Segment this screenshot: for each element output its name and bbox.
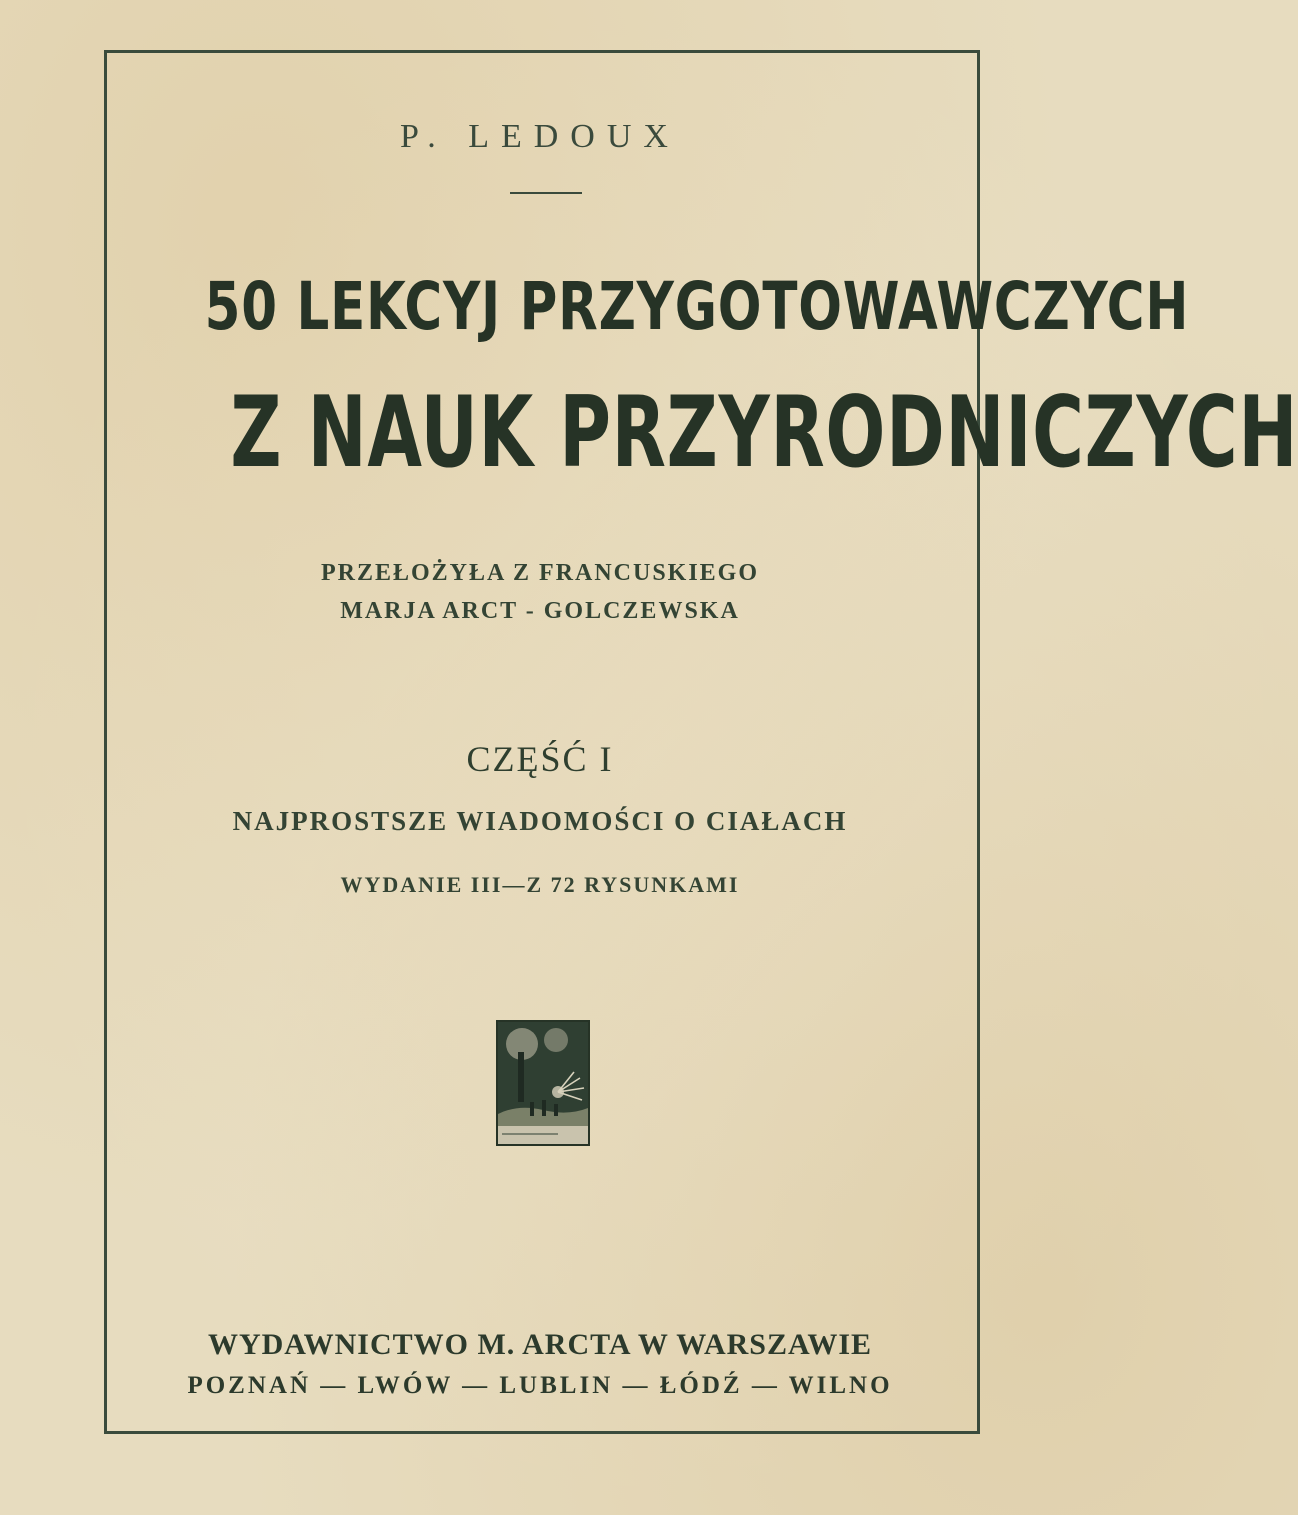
publisher-cities: POZNAŃ — LWÓW — LUBLIN — ŁÓDŹ — WILNO — [187, 1372, 893, 1399]
title-line-1: 50 LEKCYJ PRZYGOTOWAWCZYCH — [204, 268, 1190, 345]
emblem-illustration — [498, 1022, 588, 1144]
title-line-2: Z NAUK PRZYRODNICZYCH — [230, 376, 1298, 490]
edition-info: WYDANIE III—Z 72 RYSUNKAMI — [340, 872, 740, 897]
part-label: CZĘŚĆ I — [466, 739, 614, 779]
translator-line-1: PRZEŁOŻYŁA Z FRANCUSKIEGO — [320, 560, 760, 586]
translator-line-2: MARJA ARCT - GOLCZEWSKA — [340, 598, 740, 624]
publisher-name: WYDAWNICTWO M. ARCTA W WARSZAWIE — [207, 1328, 873, 1361]
author-name: P. LEDOUX — [400, 118, 680, 155]
author-divider — [510, 192, 582, 194]
part-subject: NAJPROSTSZE WIADOMOŚCI O CIAŁACH — [232, 806, 848, 836]
publisher-emblem-icon — [496, 1020, 590, 1146]
